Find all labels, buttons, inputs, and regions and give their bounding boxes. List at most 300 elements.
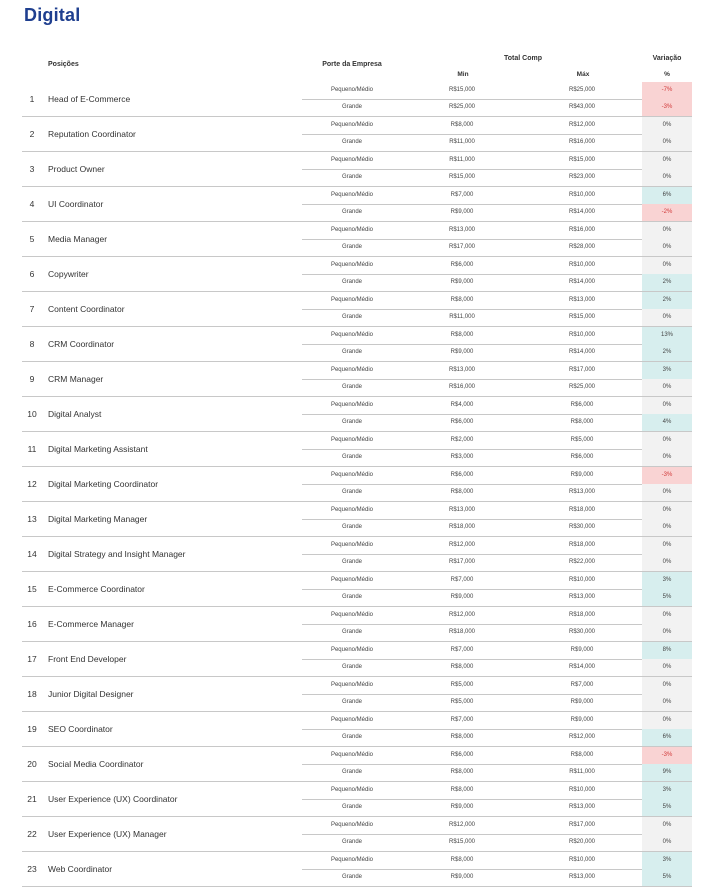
min-value: R$13,000 [448, 227, 476, 233]
min-value: R$6,000 [450, 419, 474, 425]
position-name: CRM Coordinator [48, 339, 115, 349]
position-number: 3 [29, 164, 35, 174]
max-value: R$12,000 [568, 122, 596, 128]
max-value: R$30,000 [568, 524, 596, 530]
position-number: 1 [29, 94, 35, 104]
company-size: Grande [341, 699, 362, 705]
variation-value: 4% [642, 414, 692, 431]
position-number: 7 [29, 304, 35, 314]
variation-value: 0% [642, 817, 692, 834]
min-value: R$17,000 [448, 244, 476, 250]
variation-value: 0% [642, 152, 692, 169]
min-value: R$6,000 [450, 472, 474, 478]
size-row [302, 257, 692, 275]
position-number: 20 [27, 759, 37, 769]
variation-value: 3% [642, 852, 692, 869]
max-value: R$11,000 [569, 769, 595, 775]
max-value: R$12,000 [568, 734, 596, 740]
company-size: Grande [341, 279, 362, 285]
variation-value: 0% [642, 309, 692, 326]
min-value: R$8,000 [450, 734, 474, 740]
company-size: Pequeno/Médio [330, 542, 374, 548]
max-value: R$9,000 [570, 647, 594, 653]
max-value: R$5,000 [570, 437, 594, 443]
size-row [302, 764, 692, 781]
min-value: R$11,000 [449, 139, 475, 145]
variation-value: 3% [642, 782, 692, 799]
position-number: 16 [27, 619, 37, 629]
size-row [302, 344, 692, 361]
variation-value: 9% [642, 764, 692, 781]
company-size: Grande [341, 174, 362, 180]
company-size: Pequeno/Médio [330, 262, 374, 268]
position-name: Content Coordinator [48, 304, 125, 314]
max-value: R$43,000 [568, 104, 596, 110]
variation-value: 5% [642, 799, 692, 816]
header-porte: Porte da Empresa [322, 61, 382, 68]
position-row [22, 852, 692, 887]
min-value: R$12,000 [448, 542, 476, 548]
min-value: R$17,000 [448, 559, 476, 565]
size-row [302, 782, 692, 800]
min-value: R$9,000 [450, 594, 474, 600]
position-number: 11 [27, 444, 37, 454]
max-value: R$10,000 [568, 787, 596, 793]
company-size: Grande [341, 419, 362, 425]
size-row [302, 799, 692, 816]
company-size: Pequeno/Médio [330, 472, 374, 478]
header-posicoes: Posições [48, 61, 79, 68]
size-row [302, 362, 692, 380]
min-value: R$8,000 [450, 857, 474, 863]
min-value: R$12,000 [448, 822, 476, 828]
position-name: Digital Marketing Manager [48, 514, 148, 524]
position-name: Junior Digital Designer [48, 689, 134, 699]
size-row [302, 519, 692, 536]
variation-value: 0% [642, 834, 692, 851]
company-size: Pequeno/Médio [330, 647, 374, 653]
min-value: R$18,000 [448, 524, 476, 530]
position-number: 4 [29, 199, 35, 209]
max-value: R$16,000 [568, 227, 596, 233]
size-row [302, 852, 692, 870]
max-value: R$13,000 [568, 297, 596, 303]
company-size: Pequeno/Médio [330, 577, 374, 583]
size-row [302, 169, 692, 186]
size-row [302, 99, 692, 116]
size-row [302, 484, 692, 501]
variation-value: 0% [642, 379, 692, 396]
company-size: Pequeno/Médio [330, 717, 374, 723]
size-row [302, 449, 692, 466]
max-value: R$9,000 [570, 717, 594, 723]
size-row [302, 204, 692, 221]
variation-value: 0% [642, 537, 692, 554]
max-value: R$28,000 [568, 244, 596, 250]
variation-value: 0% [642, 432, 692, 449]
size-row [302, 869, 692, 886]
min-value: R$7,000 [450, 192, 474, 198]
position-number: 19 [27, 724, 37, 734]
max-value: R$14,000 [568, 209, 596, 215]
variation-value: 6% [642, 187, 692, 204]
size-row [302, 607, 692, 625]
company-size: Grande [341, 139, 362, 145]
position-number: 8 [29, 339, 35, 349]
position-name: Product Owner [48, 164, 105, 174]
size-row [302, 414, 692, 431]
size-row [302, 292, 692, 310]
size-row [302, 397, 692, 415]
min-value: R$9,000 [450, 279, 474, 285]
company-size: Grande [341, 594, 362, 600]
variation-value: 2% [642, 274, 692, 291]
company-size: Grande [341, 629, 362, 635]
size-row [302, 134, 692, 151]
position-number: 21 [27, 794, 37, 804]
company-size: Grande [341, 314, 362, 320]
max-value: R$14,000 [568, 279, 596, 285]
position-row [22, 537, 692, 572]
position-name: Web Coordinator [48, 864, 113, 874]
size-row [302, 117, 692, 135]
position-number: 10 [27, 409, 37, 419]
variation-value: 0% [642, 117, 692, 134]
max-value: R$16,000 [568, 139, 596, 145]
header-variacao: Variação [652, 55, 682, 62]
variation-value: 5% [642, 589, 692, 606]
position-row [22, 607, 692, 642]
size-row [302, 677, 692, 695]
company-size: Pequeno/Médio [330, 752, 374, 758]
position-name: Digital Analyst [48, 409, 102, 419]
size-row [302, 712, 692, 730]
header-total-comp: Total Comp [504, 55, 542, 62]
min-value: R$8,000 [450, 787, 474, 793]
min-value: R$15,000 [448, 174, 476, 180]
variation-value: 6% [642, 729, 692, 746]
position-name: Social Media Coordinator [48, 759, 144, 769]
size-row [302, 379, 692, 396]
company-size: Grande [341, 244, 362, 250]
position-name: Media Manager [48, 234, 108, 244]
max-value: R$13,000 [568, 874, 596, 880]
positions-table [22, 82, 692, 887]
position-number: 15 [27, 584, 37, 594]
position-row [22, 187, 692, 222]
header-max: Máx [576, 71, 590, 78]
position-row [22, 502, 692, 537]
position-number: 14 [27, 549, 37, 559]
company-size: Pequeno/Médio [330, 612, 374, 618]
position-row [22, 362, 692, 397]
company-size: Pequeno/Médio [330, 787, 374, 793]
company-size: Pequeno/Médio [330, 857, 374, 863]
max-value: R$17,000 [568, 367, 596, 373]
position-row [22, 117, 692, 152]
min-value: R$5,000 [450, 699, 474, 705]
size-row [302, 467, 692, 485]
position-row [22, 642, 692, 677]
max-value: R$13,000 [568, 804, 596, 810]
company-size: Grande [341, 454, 362, 460]
variation-value: 0% [642, 502, 692, 519]
position-row [22, 82, 692, 117]
position-name: Head of E-Commerce [48, 94, 131, 104]
min-value: R$7,000 [450, 577, 474, 583]
size-row [302, 572, 692, 590]
position-row [22, 712, 692, 747]
variation-value: 0% [642, 519, 692, 536]
size-row [302, 502, 692, 520]
position-number: 22 [27, 829, 37, 839]
variation-value: 2% [642, 344, 692, 361]
page-title: Digital [24, 5, 81, 25]
position-row [22, 817, 692, 852]
position-number: 13 [27, 514, 37, 524]
max-value: R$18,000 [568, 542, 596, 548]
size-row [302, 729, 692, 746]
company-size: Pequeno/Médio [330, 367, 374, 373]
max-value: R$25,000 [568, 87, 596, 93]
company-size: Pequeno/Médio [330, 297, 374, 303]
position-name: E-Commerce Coordinator [48, 584, 145, 594]
position-number: 9 [29, 374, 35, 384]
min-value: R$7,000 [450, 717, 474, 723]
position-name: Front End Developer [48, 654, 127, 664]
size-row [302, 327, 692, 345]
max-value: R$20,000 [568, 839, 596, 845]
variation-value: 5% [642, 869, 692, 886]
size-row [302, 432, 692, 450]
position-number: 12 [27, 479, 37, 489]
variation-value: 3% [642, 572, 692, 589]
position-row [22, 782, 692, 817]
company-size: Pequeno/Médio [330, 437, 374, 443]
max-value: R$10,000 [568, 262, 596, 268]
max-value: R$15,000 [568, 314, 596, 320]
company-size: Grande [341, 384, 362, 390]
position-name: Digital Strategy and Insight Manager [48, 549, 186, 559]
company-size: Grande [341, 874, 362, 880]
min-value: R$6,000 [450, 262, 474, 268]
max-value: R$6,000 [570, 402, 594, 408]
position-name: SEO Coordinator [48, 724, 113, 734]
size-row [302, 187, 692, 205]
position-row [22, 432, 692, 467]
max-value: R$8,000 [570, 752, 594, 758]
variation-value: 0% [642, 554, 692, 571]
min-value: R$9,000 [450, 209, 474, 215]
position-name: Copywriter [48, 269, 89, 279]
company-size: Pequeno/Médio [330, 822, 374, 828]
position-number: 18 [27, 689, 37, 699]
position-row [22, 152, 692, 187]
company-size: Pequeno/Médio [330, 507, 374, 513]
max-value: R$23,000 [568, 174, 596, 180]
position-number: 5 [29, 234, 35, 244]
variation-value: 0% [642, 239, 692, 256]
min-value: R$8,000 [450, 769, 474, 775]
header-pct: % [664, 71, 670, 78]
max-value: R$13,000 [568, 489, 596, 495]
size-row [302, 694, 692, 711]
company-size: Grande [341, 489, 362, 495]
company-size: Pequeno/Médio [330, 682, 374, 688]
min-value: R$8,000 [450, 332, 474, 338]
max-value: R$10,000 [568, 332, 596, 338]
size-row [302, 747, 692, 765]
variation-value: 0% [642, 222, 692, 239]
position-name: User Experience (UX) Manager [48, 829, 167, 839]
company-size: Pequeno/Médio [330, 87, 374, 93]
company-size: Pequeno/Médio [330, 332, 374, 338]
position-name: E-Commerce Manager [48, 619, 134, 629]
min-value: R$6,000 [450, 752, 474, 758]
size-row [302, 642, 692, 660]
max-value: R$10,000 [568, 192, 596, 198]
company-size: Grande [341, 349, 362, 355]
company-size: Pequeno/Médio [330, 157, 374, 163]
variation-value: 0% [642, 484, 692, 501]
variation-value: 0% [642, 607, 692, 624]
min-value: R$11,000 [449, 157, 475, 163]
position-number: 6 [29, 269, 35, 279]
max-value: R$14,000 [568, 664, 596, 670]
size-row [302, 659, 692, 676]
min-value: R$9,000 [450, 874, 474, 880]
position-name: User Experience (UX) Coordinator [48, 794, 178, 804]
company-size: Pequeno/Médio [330, 192, 374, 198]
max-value: R$30,000 [568, 629, 596, 635]
variation-value: 0% [642, 624, 692, 641]
min-value: R$5,000 [450, 682, 474, 688]
min-value: R$2,000 [450, 437, 474, 443]
variation-value: 0% [642, 712, 692, 729]
position-row [22, 677, 692, 712]
position-name: Digital Marketing Coordinator [48, 479, 159, 489]
size-row [302, 274, 692, 291]
max-value: R$8,000 [570, 419, 594, 425]
company-size: Grande [341, 734, 362, 740]
max-value: R$17,000 [568, 822, 596, 828]
position-name: Digital Marketing Assistant [48, 444, 148, 454]
max-value: R$9,000 [570, 699, 594, 705]
size-row [302, 834, 692, 851]
max-value: R$9,000 [570, 472, 594, 478]
min-value: R$11,000 [449, 314, 475, 320]
min-value: R$8,000 [450, 489, 474, 495]
variation-value: 8% [642, 642, 692, 659]
company-size: Grande [341, 804, 362, 810]
company-size: Grande [341, 104, 362, 110]
variation-value: 13% [642, 327, 692, 344]
size-row [302, 589, 692, 606]
variation-value: -2% [642, 204, 692, 221]
max-value: R$15,000 [568, 157, 596, 163]
max-value: R$10,000 [568, 857, 596, 863]
size-row [302, 152, 692, 170]
max-value: R$6,000 [570, 454, 594, 460]
size-row [302, 222, 692, 240]
min-value: R$12,000 [448, 612, 476, 618]
company-size: Pequeno/Médio [330, 122, 374, 128]
variation-value: -3% [642, 99, 692, 116]
company-size: Grande [341, 664, 362, 670]
variation-value: 2% [642, 292, 692, 309]
min-value: R$18,000 [448, 629, 476, 635]
min-value: R$8,000 [450, 297, 474, 303]
position-row [22, 327, 692, 362]
min-value: R$15,000 [448, 839, 476, 845]
size-row [302, 82, 692, 100]
max-value: R$7,000 [570, 682, 594, 688]
position-row [22, 222, 692, 257]
position-number: 2 [29, 129, 35, 139]
company-size: Grande [341, 559, 362, 565]
position-row [22, 572, 692, 607]
min-value: R$7,000 [450, 647, 474, 653]
min-value: R$3,000 [450, 454, 474, 460]
max-value: R$25,000 [568, 384, 596, 390]
variation-value: 0% [642, 169, 692, 186]
min-value: R$9,000 [450, 804, 474, 810]
company-size: Grande [341, 524, 362, 530]
position-row [22, 292, 692, 327]
variation-value: 3% [642, 362, 692, 379]
variation-value: -7% [642, 82, 692, 99]
position-name: Reputation Coordinator [48, 129, 136, 139]
min-value: R$16,000 [448, 384, 476, 390]
company-size: Grande [341, 769, 362, 775]
company-size: Grande [341, 839, 362, 845]
position-name: UI Coordinator [48, 199, 104, 209]
company-size: Pequeno/Médio [330, 227, 374, 233]
company-size: Pequeno/Médio [330, 402, 374, 408]
size-row [302, 537, 692, 555]
size-row [302, 239, 692, 256]
position-row [22, 257, 692, 292]
max-value: R$22,000 [568, 559, 596, 565]
min-value: R$25,000 [448, 104, 476, 110]
max-value: R$18,000 [568, 507, 596, 513]
min-value: R$13,000 [448, 507, 476, 513]
min-value: R$8,000 [450, 122, 474, 128]
min-value: R$4,000 [450, 402, 474, 408]
position-number: 23 [27, 864, 37, 874]
variation-value: -3% [642, 467, 692, 484]
variation-value: 0% [642, 257, 692, 274]
position-row [22, 747, 692, 782]
max-value: R$13,000 [568, 594, 596, 600]
variation-value: 0% [642, 449, 692, 466]
max-value: R$18,000 [568, 612, 596, 618]
position-number: 17 [27, 654, 37, 664]
variation-value: -3% [642, 747, 692, 764]
company-size: Grande [341, 209, 362, 215]
min-value: R$8,000 [450, 664, 474, 670]
position-name: CRM Manager [48, 374, 104, 384]
variation-value: 0% [642, 694, 692, 711]
position-row [22, 467, 692, 502]
min-value: R$13,000 [448, 367, 476, 373]
header-min: Min [457, 71, 469, 78]
variation-value: 0% [642, 397, 692, 414]
size-row [302, 309, 692, 326]
size-row [302, 554, 692, 571]
variation-value: 0% [642, 134, 692, 151]
size-row [302, 817, 692, 835]
